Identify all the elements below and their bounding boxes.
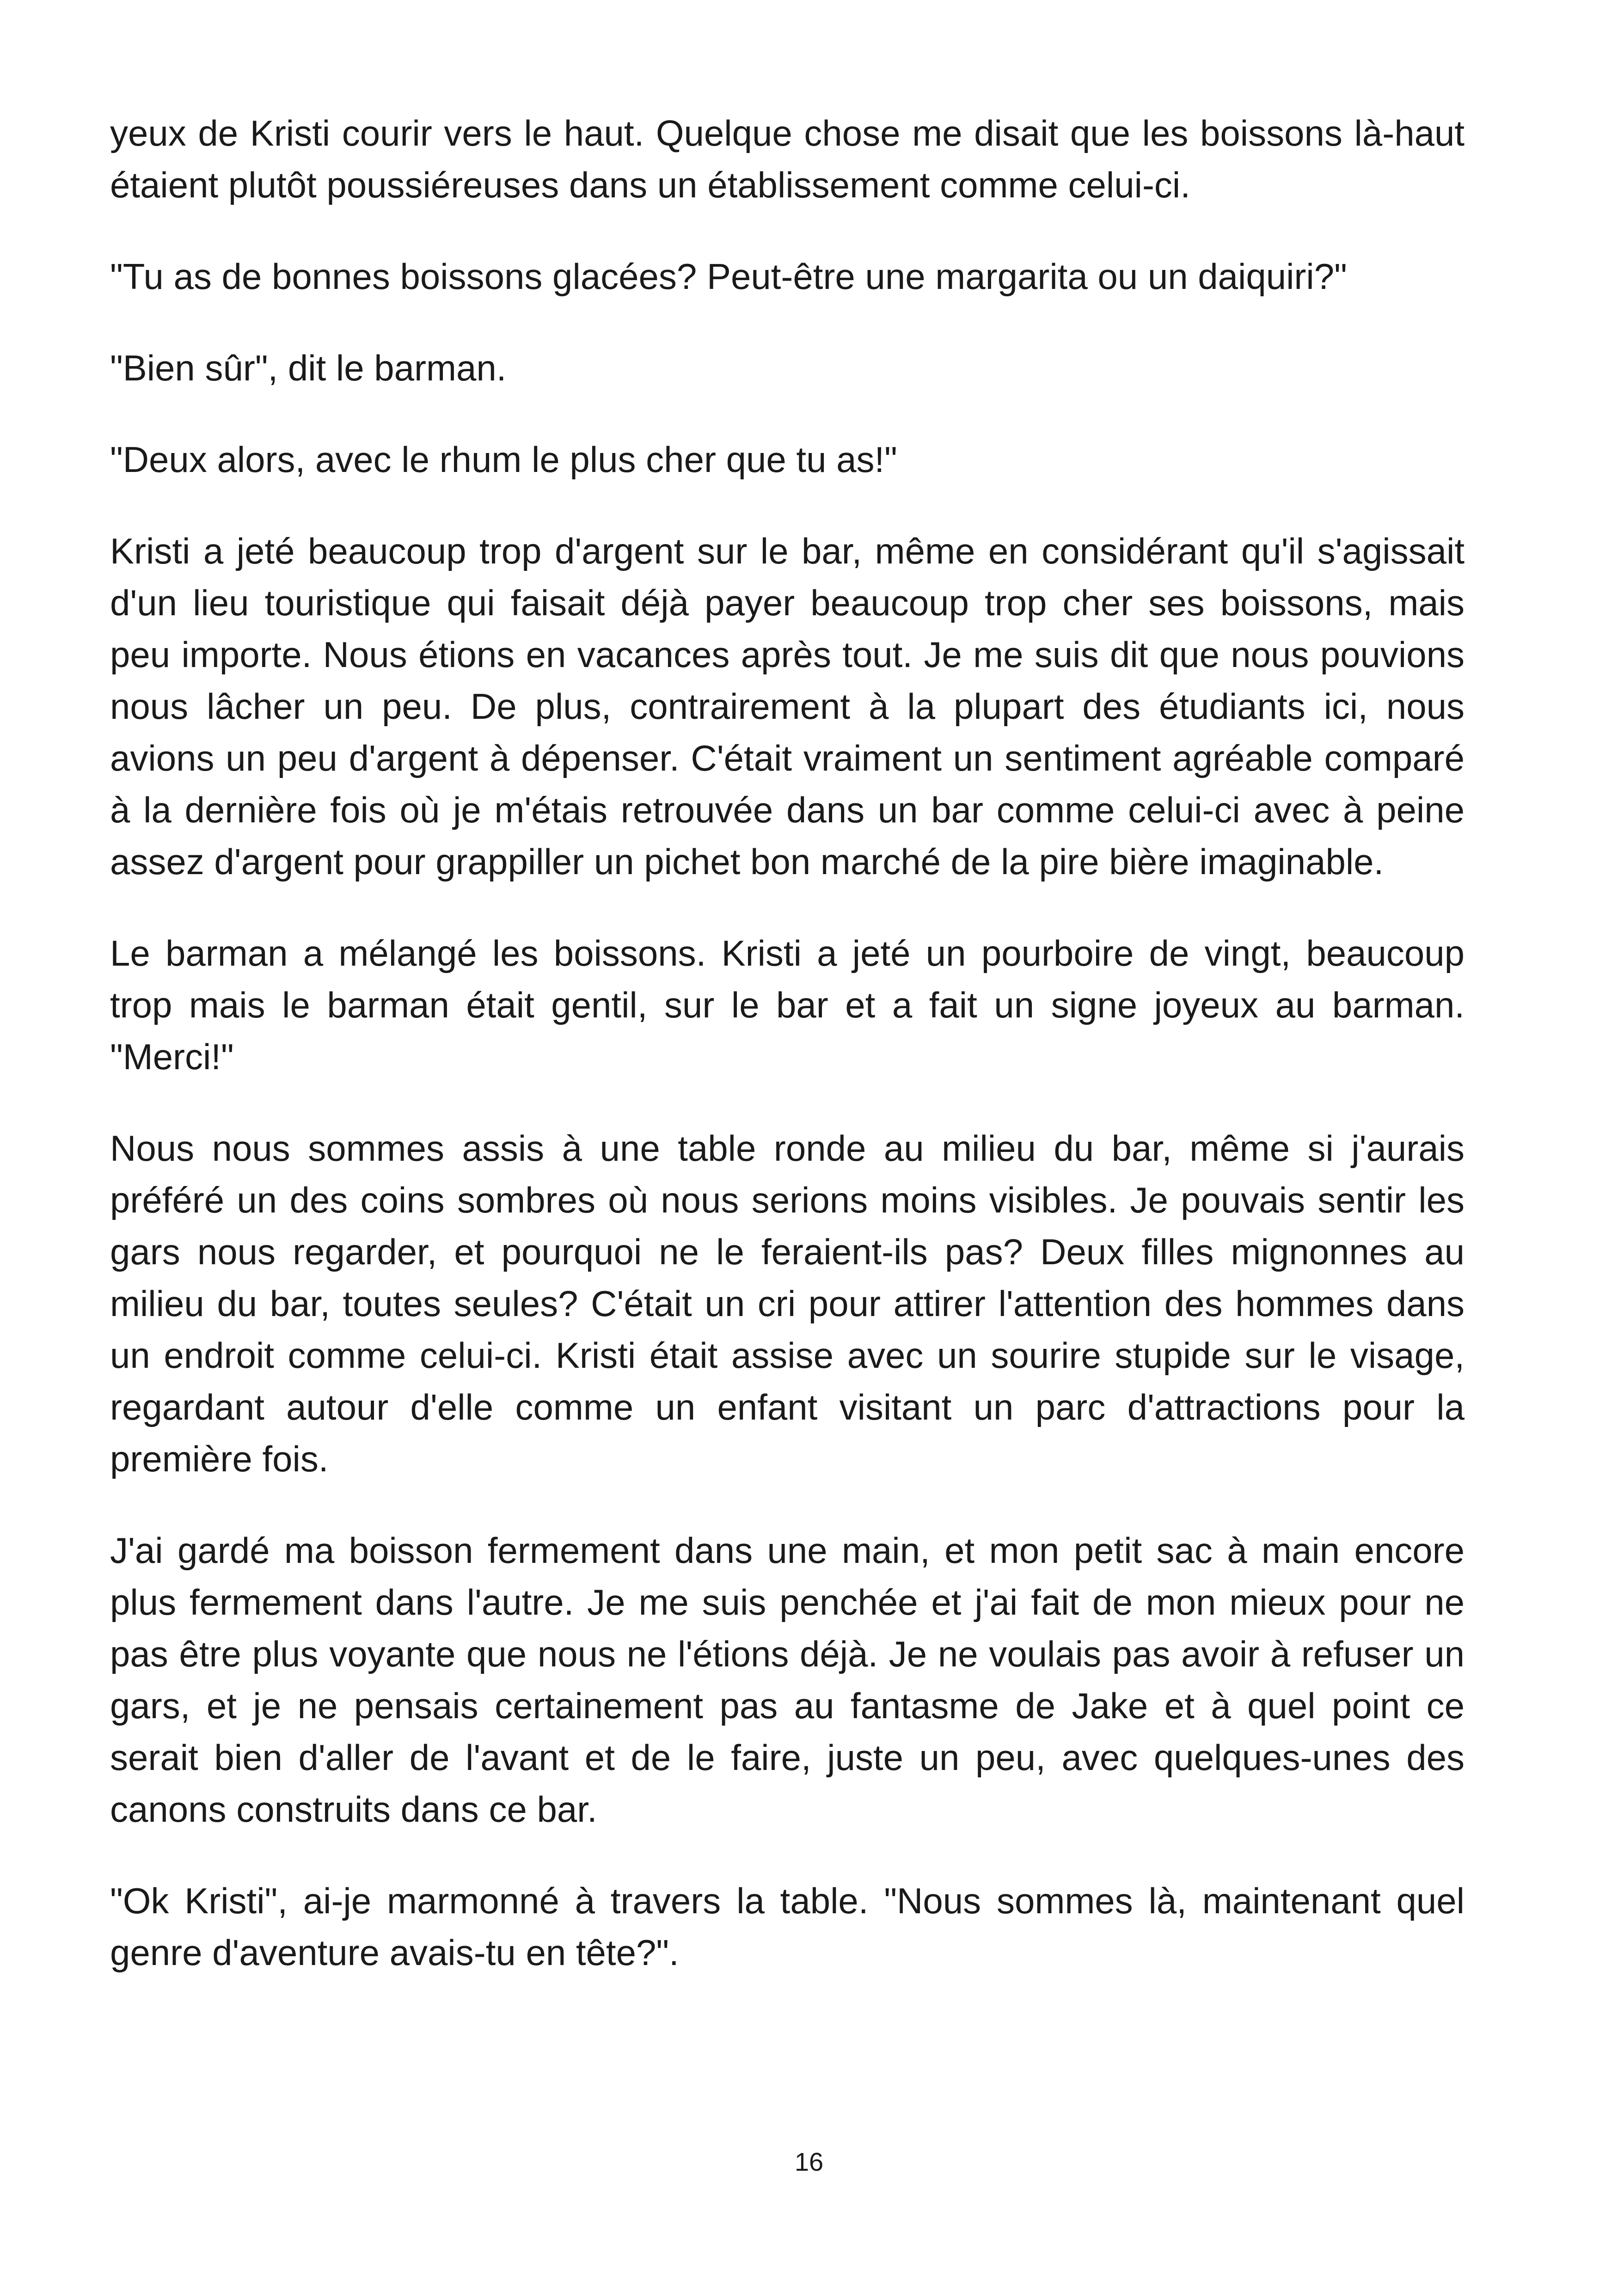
page-number: 16 bbox=[794, 2147, 824, 2176]
paragraph: yeux de Kristi courir vers le haut. Quelque chose me disait que les boissons là-haut étaient plutôt poussiéreuses dans un établissement comme celui-ci. bbox=[110, 113, 1465, 205]
paragraph: "Ok Kristi", ai-je marmonné à travers la table. "Nous sommes là, maintenant quel genre d'aventure avais-tu en tête?". bbox=[110, 1880, 1465, 1973]
paragraph: "Deux alors, avec le rhum le plus cher que tu as!" bbox=[110, 439, 897, 480]
paragraph: Le barman a mélangé les boissons. Kristi a jeté un pourboire de vingt, beaucoup trop mais le barman était gentil, sur le bar et a fait un signe joyeux au barman. "Merci!" bbox=[110, 933, 1465, 1077]
paragraph: Nous nous sommes assis à une table ronde au milieu du bar, même si j'aurais préféré un des coins sombres où nous serions moins visibles. Je pouvais sentir les gars nous regarder, et pourquoi ne le feraient-ils pas? Deux filles mignonnes au milieu du bar, toutes seules? C'était un cri pour attirer l'attention des hommes dans un endroit comme celui-ci. Kristi était assise avec un sourire stupide sur le visage, regardant autour d'elle comme un enfant visitant un parc d'attractions pour la première fois. bbox=[110, 1128, 1465, 1479]
body-text bbox=[110, 107, 1465, 2018]
paragraph: "Tu as de bonnes boissons glacées? Peut-être une margarita ou un daiquiri?" bbox=[110, 256, 1347, 297]
paragraph: "Bien sûr", dit le barman. bbox=[110, 348, 507, 388]
paragraph: Kristi a jeté beaucoup trop d'argent sur le bar, même en considérant qu'il s'agissait d'un lieu touristique qui faisait déjà payer beaucoup trop cher ses boissons, mais peu importe. Nous étions en vacances après tout. Je me suis dit que nous pouvions nous lâcher un peu. De plus, contrairement à la plupart des étudiants ici, nous avions un peu d'argent à dépenser. C'était vraiment un sentiment agréable comparé à la dernière fois où je m'étais retrouvée dans un bar comme celui-ci avec à peine assez d'argent pour grappiller un pichet bon marché de la pire bière imaginable. bbox=[110, 531, 1465, 882]
paragraph: J'ai gardé ma boisson fermement dans une main, et mon petit sac à main encore plus fermement dans l'autre. Je me suis penchée et j'ai fait de mon mieux pour ne pas être plus voyante que nous ne l'étions déjà. Je ne voulais pas avoir à refuser un gars, et je ne pensais certainement pas au fantasme de Jake et à quel point ce serait bien d'aller de l'avant et de le faire, juste un peu, avec quelques-unes des canons construits dans ce bar. bbox=[110, 1530, 1465, 1830]
